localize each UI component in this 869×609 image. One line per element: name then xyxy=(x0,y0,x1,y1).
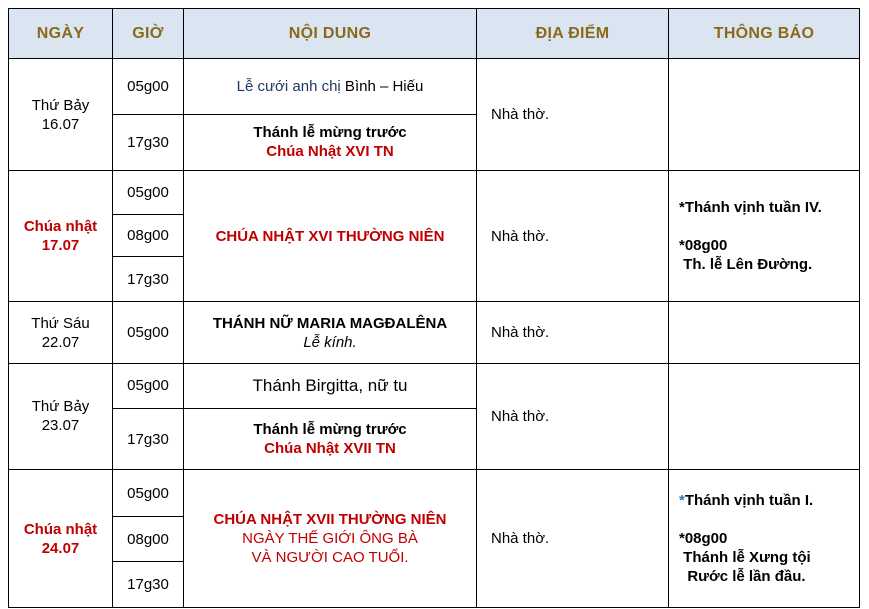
day-cell xyxy=(9,59,113,171)
time-cell: 17g30 xyxy=(113,114,184,170)
notice-text: *08g00 xyxy=(679,237,728,255)
place-cell: Nhà thờ. xyxy=(477,170,669,302)
content-text: CHÚA NHẬT XVII THƯỜNG NIÊN xyxy=(213,511,447,529)
notice-cell xyxy=(669,59,860,171)
time-cell: 17g30 xyxy=(113,408,184,469)
content-text: Bình – Hiếu xyxy=(340,77,424,95)
content-text: Thánh lễ mừng trước xyxy=(253,124,407,142)
notice-text: Thánh lễ Xưng tội xyxy=(679,549,811,567)
content-text: Thánh Birgitta, nữ tu xyxy=(252,376,408,396)
place-cell: Nhà thờ. xyxy=(477,470,669,608)
header-place: ĐỊA ĐIỂM xyxy=(477,9,669,59)
day-date: 24.07 xyxy=(41,539,80,557)
notice-text: *08g00 xyxy=(679,530,728,548)
day-cell xyxy=(9,470,113,608)
header-time: GIỜ xyxy=(113,9,184,59)
place-cell: Nhà thờ. xyxy=(477,59,669,171)
content-text: Lễ kính. xyxy=(303,333,357,351)
day-date: 17.07 xyxy=(41,237,80,255)
header-content: NỘI DUNG xyxy=(184,9,477,59)
day-name: Chúa nhật xyxy=(23,520,98,538)
content-text: VÀ NGƯỜI CAO TUỔI. xyxy=(251,549,409,567)
day-date: 23.07 xyxy=(41,417,80,435)
table-row xyxy=(9,470,860,517)
content-text: NGÀY THẾ GIỚI ÔNG BÀ xyxy=(242,530,418,548)
header-day: NGÀY xyxy=(9,9,113,59)
schedule-table xyxy=(8,8,860,608)
header-notice: THÔNG BÁO xyxy=(669,9,860,59)
header-row xyxy=(9,9,860,59)
content-cell xyxy=(184,408,477,469)
time-cell: 05g00 xyxy=(113,170,184,214)
day-date: 16.07 xyxy=(41,115,80,133)
notice-star: * xyxy=(679,492,685,510)
time-cell: 17g30 xyxy=(113,257,184,302)
time-cell: 05g00 xyxy=(113,302,184,363)
notice-text: *Thánh vịnh tuần IV. xyxy=(679,199,822,217)
content-text: Lễ cưới anh chị xyxy=(236,77,341,95)
content-cell xyxy=(184,363,477,408)
content-text: Chúa Nhật XVII TN xyxy=(264,440,396,458)
place-cell: Nhà thờ. xyxy=(477,363,669,470)
content-text: CHÚA NHẬT XVI THƯỜNG NIÊN xyxy=(215,227,445,245)
table-row xyxy=(9,363,860,408)
content-cell xyxy=(184,302,477,363)
day-date: 22.07 xyxy=(41,333,80,351)
notice-spacer xyxy=(679,217,859,236)
day-cell xyxy=(9,302,113,363)
content-cell xyxy=(184,470,477,608)
time-cell: 05g00 xyxy=(113,59,184,114)
notice-cell xyxy=(669,302,860,363)
content-cell xyxy=(184,59,477,114)
notice-text: Rước lễ lần đầu. xyxy=(679,568,806,586)
notice-cell xyxy=(669,363,860,470)
notice-text: Th. lễ Lên Đường. xyxy=(679,256,813,274)
place-cell: Nhà thờ. xyxy=(477,302,669,363)
day-name: Thứ Sáu xyxy=(31,314,90,332)
content-text: Thánh lễ mừng trước xyxy=(253,421,407,439)
time-cell: 05g00 xyxy=(113,470,184,517)
notice-spacer xyxy=(679,510,859,529)
time-cell: 17g30 xyxy=(113,561,184,607)
table-row xyxy=(9,59,860,114)
time-cell: 08g00 xyxy=(113,215,184,257)
notice-text: *Thánh vịnh tuần I. xyxy=(679,492,814,510)
content-cell xyxy=(184,170,477,302)
day-name: Thứ Bảy xyxy=(31,398,90,416)
content-text: THÁNH NỮ MARIA MAGĐALÊNA xyxy=(212,314,448,332)
day-name: Thứ Bảy xyxy=(31,96,90,114)
content-cell xyxy=(184,114,477,170)
day-cell xyxy=(9,363,113,470)
time-cell: 05g00 xyxy=(113,363,184,408)
notice-cell xyxy=(669,170,860,302)
time-cell: 08g00 xyxy=(113,517,184,561)
notice-cell xyxy=(669,470,860,608)
table-row xyxy=(9,302,860,363)
table-row xyxy=(9,170,860,214)
day-cell xyxy=(9,170,113,302)
content-text: Chúa Nhật XVI TN xyxy=(266,143,394,161)
day-name: Chúa nhật xyxy=(23,218,98,236)
